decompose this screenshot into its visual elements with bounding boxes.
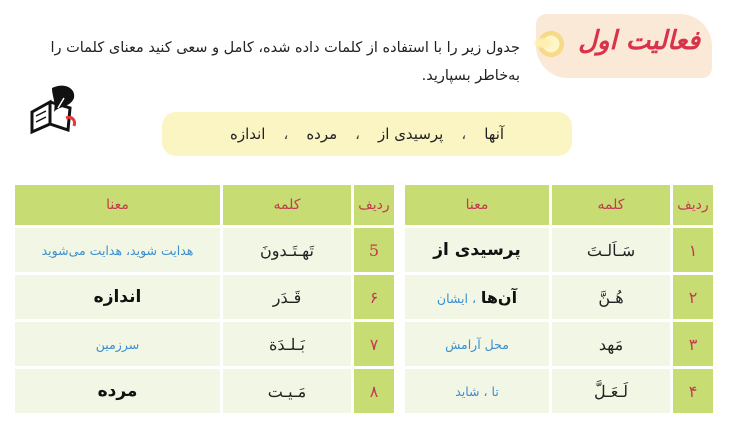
header-meaning: معنا [14,184,222,227]
header-word: کلمه [222,184,353,227]
meaning-printed: محل آرامش [445,337,509,352]
word-bank-separator: ، [283,125,289,143]
meaning-cell [404,368,551,415]
table-row [14,368,396,415]
table-row [404,321,715,368]
header-row-number: ردیف [353,184,396,227]
word-cell: قَـدَر [222,274,353,321]
word-bank-separator: ، [461,125,467,143]
meaning-cell [404,321,551,368]
meaning-handwritten: مرده [97,381,138,401]
word-bank-item: اندازه [229,125,266,143]
meaning-cell [404,227,551,274]
table-row [404,368,715,415]
table-row [404,227,715,274]
word-cell: تَهـتَـدونَ [222,227,353,274]
row-number: ۴ [672,368,715,415]
meaning-cell [14,274,222,321]
meaning-cell [14,227,222,274]
row-number: ۱ [672,227,715,274]
header-row-number: ردیف [672,184,715,227]
activity-title: فعالیت اول [578,26,700,56]
meaning-cell [14,368,222,415]
meaning-printed: سرزمین [95,337,140,352]
word-cell: مَهد [551,321,672,368]
sparkle-glow-icon [532,37,554,49]
word-bank-separator: ، [355,125,361,143]
meaning-cell [14,321,222,368]
word-cell: سَـاَلـتَ [551,227,672,274]
row-number: ۷ [353,321,396,368]
table-row [14,321,396,368]
word-bank [162,112,572,156]
instructions-text: جدول زیر را با استفاده از کلمات داده شده، کامل و سعی کنید معنای کلمات را به‌خاطر بسپارید. [50,40,520,84]
meaning-printed: تا ، شاید [455,384,499,399]
header-meaning: معنا [404,184,551,227]
vocab-table-left [12,182,397,416]
meaning-cell [404,274,551,321]
meaning-handwritten: پرسیدی از [433,240,521,260]
meaning-handwritten: اندازه [93,287,142,307]
word-bank-item: پرسیدی از [378,125,444,143]
table-row [404,274,715,321]
table-header-row [14,184,396,227]
header-word: کلمه [551,184,672,227]
row-number: ۸ [353,368,396,415]
logo-icon [22,78,82,138]
meaning-printed: ، ایشان [436,290,477,306]
vocab-table-right [402,182,716,416]
table-header-row [404,184,715,227]
row-number: ۶ [353,274,396,321]
word-cell: هُـنَّ [551,274,672,321]
meaning-printed: هدایت شوید، هدایت می‌شوید [41,243,194,258]
row-number: ۲ [672,274,715,321]
row-number: ۳ [672,321,715,368]
table-row [14,274,396,321]
table-row [14,227,396,274]
word-cell: لَـعَـلَّ [551,368,672,415]
word-cell: مَـیـت [222,368,353,415]
row-number: 5 [353,227,396,274]
word-bank-item: آنها [484,125,505,143]
word-bank-item: مرده [306,125,338,143]
meaning-handwritten: آن‌ها [480,287,518,307]
word-cell: بَـلـدَة [222,321,353,368]
